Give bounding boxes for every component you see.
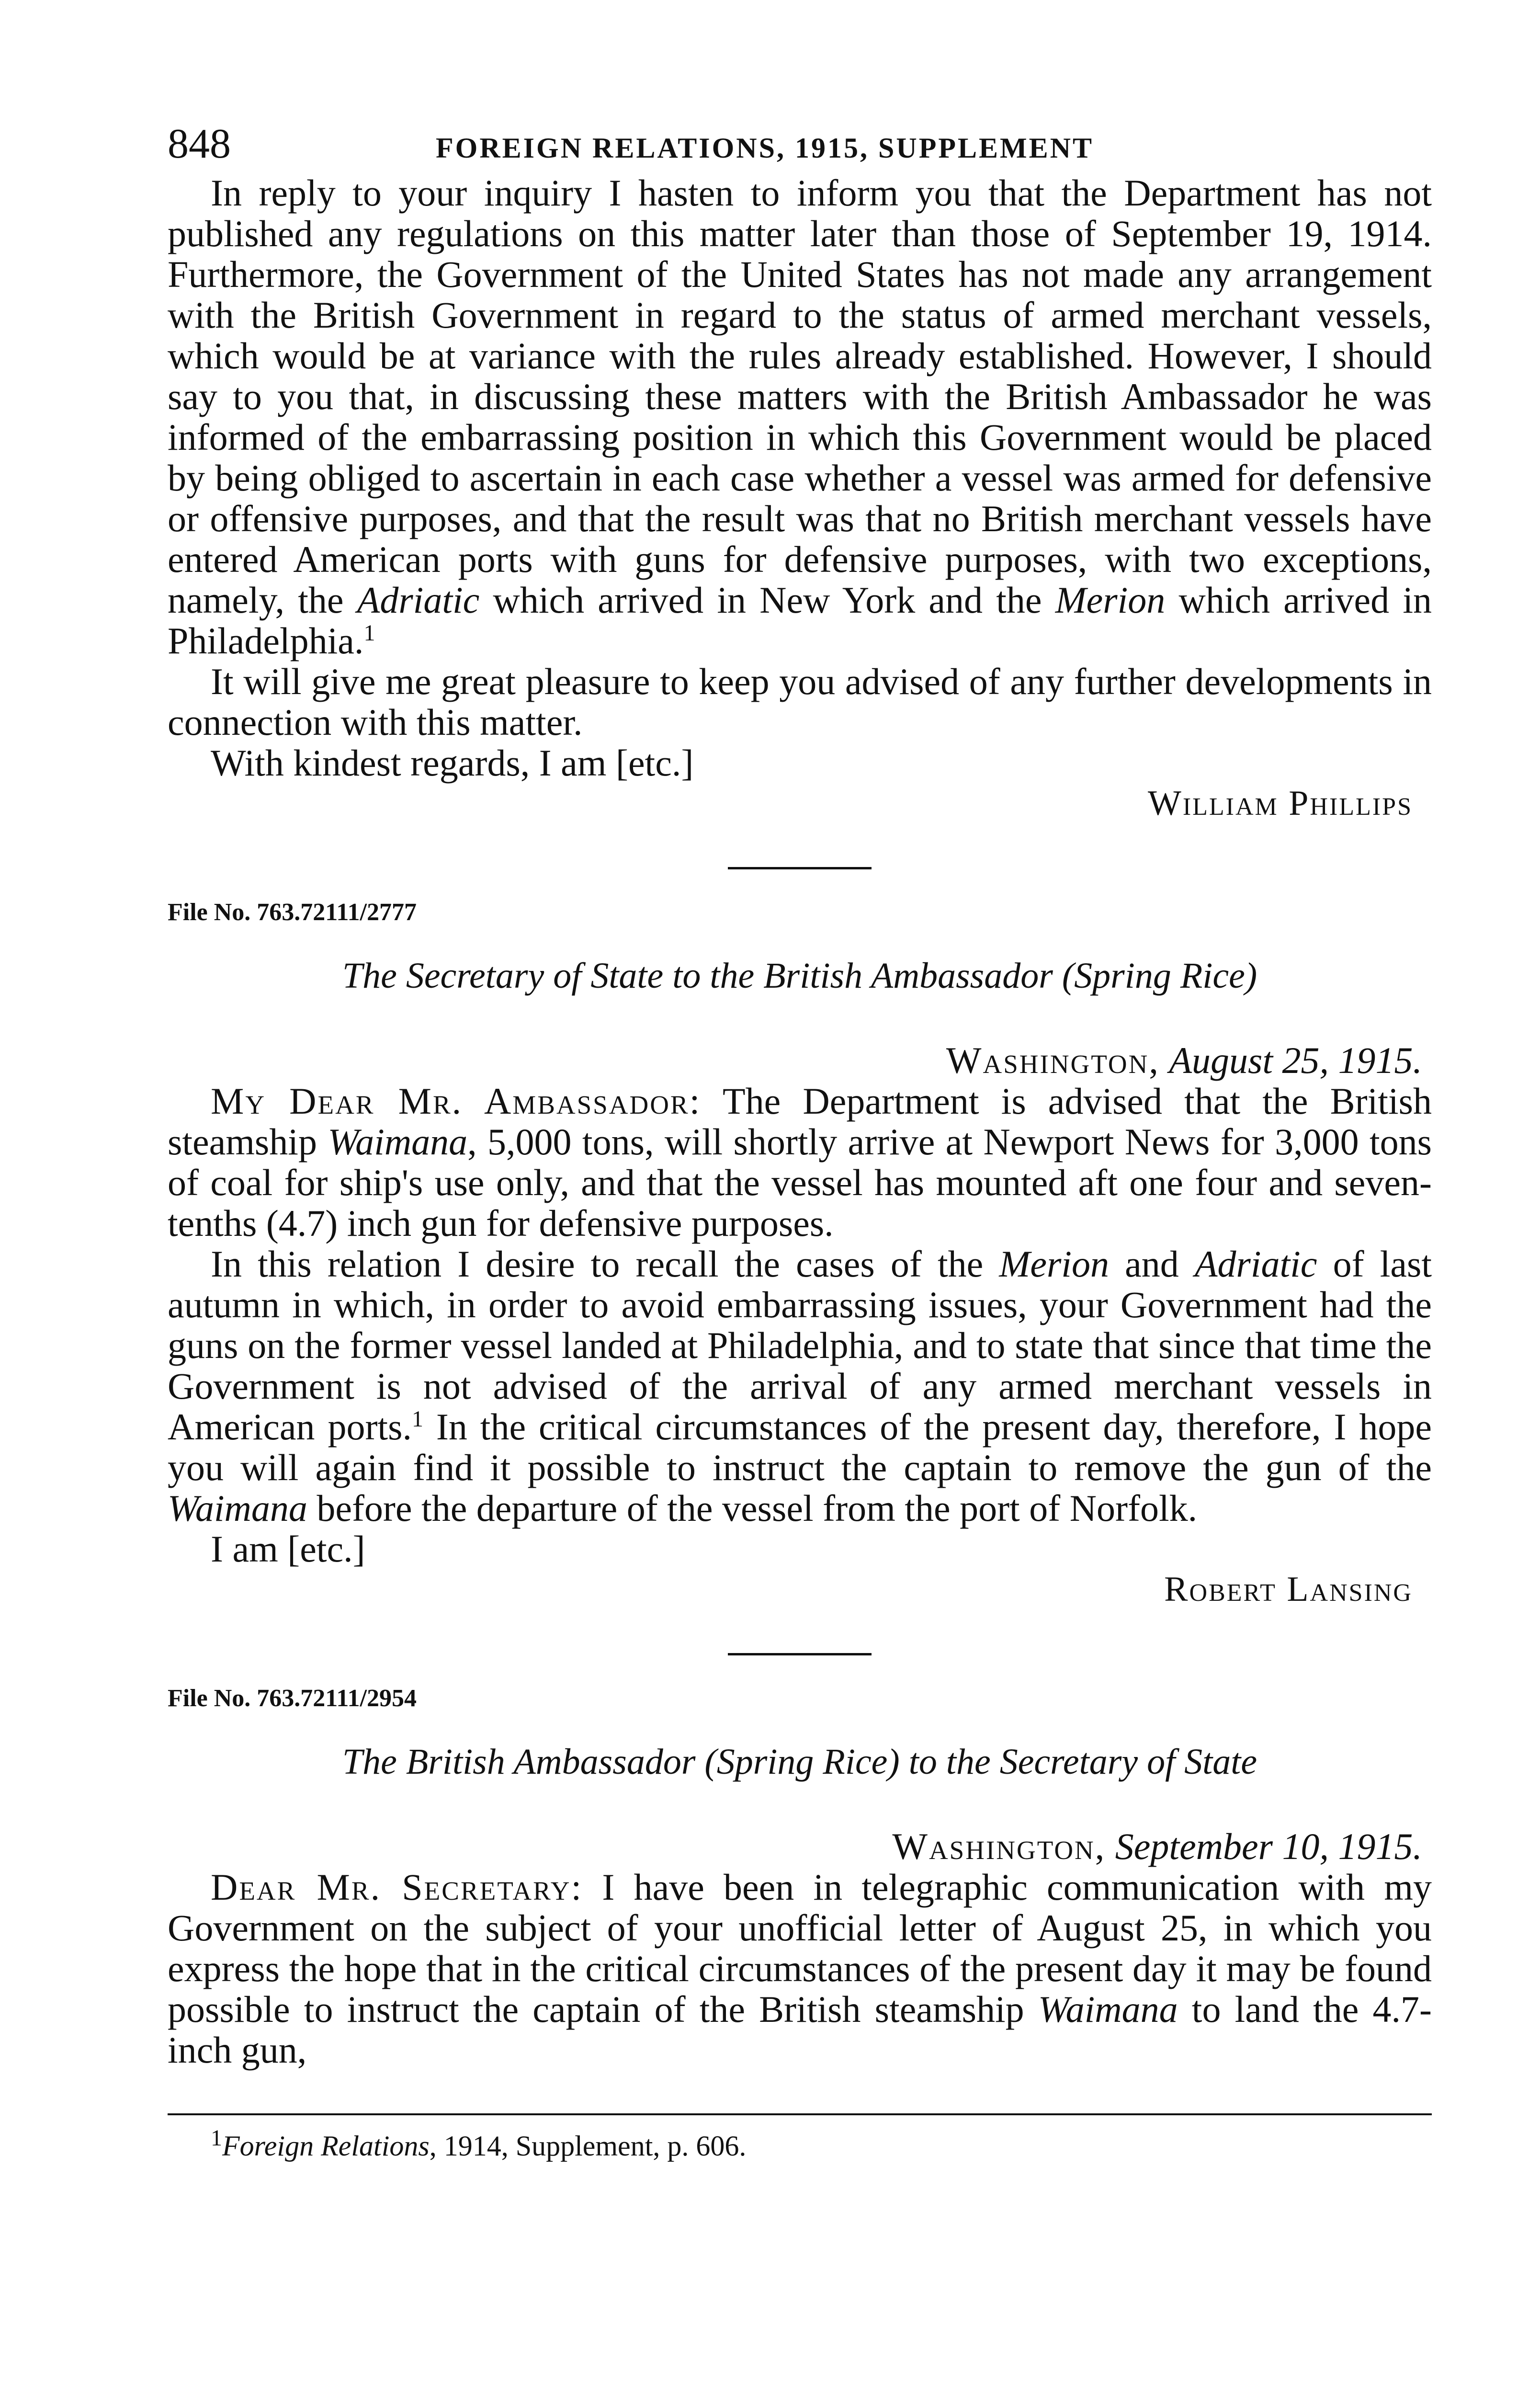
letter-phillips bbox=[168, 172, 1432, 824]
letter1-paragraph-2: It will give me great pleasure to keep you advised of any further developments in connection with this matter. bbox=[168, 661, 1432, 743]
letter3-paragraph-1: Dear Mr. Secretary: I have been in telegraphic communication with my Government on the subject of your unofficial letter of August 25, in which you express the hope that in the critical circumstances of the present day it may be found possible to instruct the captain of the British steamship Waimana to land the 4.7-inch gun, bbox=[168, 1866, 1432, 2071]
salutation: Dear Mr. Secretary: bbox=[211, 1866, 583, 1908]
dateline bbox=[168, 1040, 1432, 1081]
letter1-closing: With kindest regards, I am [etc.] bbox=[211, 742, 694, 784]
page-number: 848 bbox=[168, 121, 231, 167]
dateline-place: Washington, bbox=[892, 1825, 1106, 1867]
ship-name: Merion bbox=[999, 1243, 1109, 1285]
dateline-place: Washington, bbox=[946, 1039, 1160, 1081]
dateline-date: August 25, 1915. bbox=[1169, 1039, 1422, 1081]
footnote-marker: 1 bbox=[363, 620, 375, 646]
footnote-title: Foreign Relations bbox=[222, 2130, 430, 2162]
running-head bbox=[168, 120, 1432, 172]
document-title: The Secretary of State to the British Ambassador (Spring Rice) bbox=[342, 956, 1257, 996]
dateline-date: September 10, 1915. bbox=[1115, 1825, 1422, 1867]
letter2-paragraph-1: My Dear Mr. Ambassador: The Department is advised that the British steamship Waimana, 5,000 tons, will shortly arrive at Newport News for 3,000 tons of coal for ship's use only, and that the vessel has mounted aft one four and seven-tenths (4.7) inch gun for defensive purposes. bbox=[168, 1080, 1432, 1244]
footnote-rule bbox=[168, 2113, 1432, 2115]
section-divider bbox=[728, 1653, 872, 1655]
letter2-paragraph-2: In this relation I desire to recall the cases of the Merion and Adriatic of last autumn in which, in order to avoid embarrassing issues, your Government had the guns on the former vessel landed at Philadelphia, and to state that since that time the Government is not advised of the arrival of any armed merchant vessels in American ports.$^1$ In the critical circumstances of the present day, therefore, I hope you will again find it possible to instruct the captain to remove the gun of the Waimana before the departure of the vessel from the port of Norfolk. bbox=[168, 1243, 1432, 1529]
letter1-paragraph-1: In reply to your inquiry I hasten to inform you that the Department has not published any regulations on this matter later than those of September 19, 1914. Furthermore, the Government of the United States has not made any arrangement with the British Government in regard to the status of armed merchant vessels, which would be at variance with the rules already established. However, I should say to you that, in discussing these matters with the British Ambassador he was informed of the embarrassing position in which this Government would be placed by being obliged to ascertain in each case whether a vessel was armed for defensive or offensive purposes, and that the result was that no British merchant vessels have entered American ports with guns for defensive purposes, with two exceptions, namely, the Adriatic which arrived in New York and the Merion which arrived in Philadelphia.$^1$ bbox=[168, 172, 1432, 661]
letter2-closing: I am [etc.] bbox=[211, 1528, 365, 1570]
ship-name: Waimana bbox=[328, 1121, 468, 1163]
letter-lansing bbox=[168, 898, 1432, 1610]
letter-spring-rice bbox=[168, 1684, 1432, 2070]
running-title: FOREIGN RELATIONS, 1915, SUPPLEMENT bbox=[436, 132, 1094, 164]
ship-name: Adriatic bbox=[357, 579, 480, 621]
ship-name: Waimana bbox=[1038, 1988, 1178, 2030]
footnote-marker: 1 bbox=[411, 1406, 423, 1432]
document-page bbox=[168, 120, 1432, 2163]
salutation: My Dear Mr. Ambassador: bbox=[211, 1080, 702, 1122]
footnote bbox=[168, 2125, 1432, 2163]
ship-name: Adriatic bbox=[1194, 1243, 1317, 1285]
footnote-text: , 1914, Supplement, p. 606. bbox=[429, 2130, 747, 2162]
file-number: File No. 763.72111/2777 bbox=[168, 899, 417, 926]
dateline bbox=[168, 1826, 1432, 1867]
signature: Robert Lansing bbox=[1164, 1570, 1413, 1609]
section-divider bbox=[728, 867, 872, 869]
signature: William Phillips bbox=[1147, 784, 1413, 823]
ship-name: Merion bbox=[1055, 579, 1166, 621]
document-title: The British Ambassador (Spring Rice) to the Secretary of State bbox=[342, 1742, 1257, 1782]
ship-name: Waimana bbox=[168, 1487, 307, 1529]
file-number: File No. 763.72111/2954 bbox=[168, 1685, 417, 1712]
footnote-marker: 1 bbox=[211, 2125, 222, 2151]
